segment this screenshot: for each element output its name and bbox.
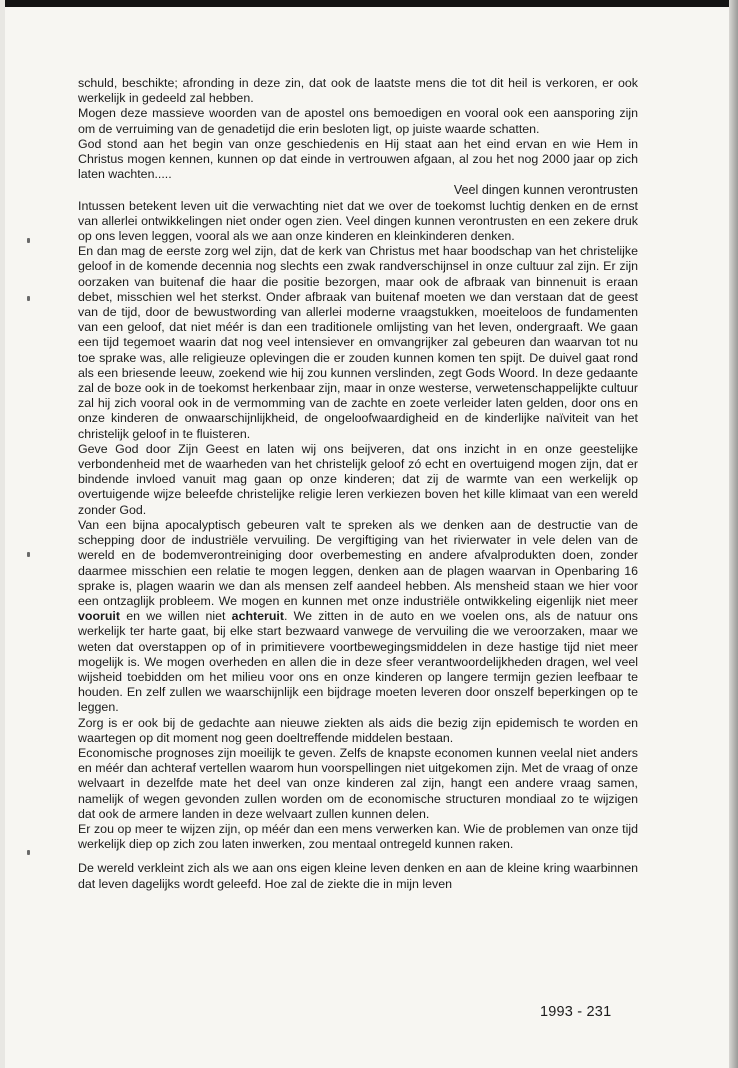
binding-mark bbox=[27, 296, 30, 301]
paragraph: En dan mag de eerste zorg wel zijn, dat de kerk van Christus met haar boodschap van het christelijke geloof in de komende decennia nog slechts een zwak randverschijnsel in onze cultuur zal zijn. Er zijn oorzaken van buitenaf die haar die positie bezorgen, maar ook de afbraak van binnenuit is eraan debet, misschien wel het sterkst. Onder afbraak van buitenaf moeten we dan verstaan dat de geest van de tijd, door de bewustwording van allerlei moderne vraagstukken, moeiteloos de fundamenten van een geloof, dat niet méér is dan een traditionele omlijsting van het leven, ondergraaft. We gaan een tijd tegemoet waarin dat nog veel intensiever en omvangrijker zal gebeuren dan waarvan tot nu toe sprake was, alle religieuze oplevingen die er zouden kunnen komen ten spijt. De duivel gaat rond als een briesende leeuw, zoekend wie hij zou kunnen verslinden, zegt Gods Woord. In deze gedaante zal de boze ook in de toekomst herkenbaar zijn, maar in onze westerse, verwetenschappelijkte cultuur zal hij zich vooral ook in de vermomming van de zachte en zoete verleider laten gelden, door ons en onze kinderen de onwaarschijnlijkheid, de ongeloofwaardigheid en de kinderlijke naïviteit van het christelijk geloof in te fluisteren. bbox=[78, 244, 638, 441]
paragraph: schuld, beschikte; afronding in deze zin, dat ook de laatste mens die tot dit heil is verkoren, er ook werkelijk in gedeeld zal hebben. bbox=[78, 76, 638, 106]
scan-edge-top bbox=[0, 0, 738, 7]
section-heading: Veel dingen kunnen verontrusten bbox=[453, 183, 638, 198]
paragraph-text: Van een bijna apocalyptisch gebeuren valt te spreken als we denken aan de destructie van de schepping door de industriële vervuiling. De vergiftiging van het rivierwater in vele delen van de wereld en de bodemverontreiniging door overbemesting en andere afvalprodukten doen, zonder daarmee misschien een relatie te mogen leggen, denken aan de plagen waarvan in Openbaring 16 sprake is, plagen waarin we dan als mensen zelf aandeel hebben. Als mensheid staan we hier voor een ontzaglijk probleem. We mogen en kunnen met onze industriële ontwikkeling eigenlijk niet meer bbox=[78, 517, 638, 608]
paragraph: Er zou op meer te wijzen zijn, op méér dan een mens verwerken kan. Wie de problemen van onze tijd werkelijk diep op zich zou laten inwerken, zou mentaal ontregeld kunnen raken. bbox=[78, 821, 638, 852]
paragraph: Intussen betekent leven uit die verwachting niet dat we over de toekomst luchtig denken en de ernst van allerlei ontwikkelingen niet onder ogen zien. Veel dingen kunnen verontrusten en een zekere druk op ons leven leggen, vooral als we aan onze kinderen en kleinkinderen denken. bbox=[78, 198, 638, 244]
page-body bbox=[78, 76, 638, 892]
paragraph: Mogen deze massieve woorden van de apostel ons bemoedigen en vooral ook een aansporing zijn om de verruiming van de genadetijd die erin besloten ligt, op juiste waarde schatten. bbox=[78, 106, 638, 136]
binding-mark bbox=[27, 238, 30, 243]
paragraph: Zorg is er ook bij de gedachte aan nieuwe ziekten als aids die bezig zijn epidemisch te worden en waartegen op dit moment nog geen doeltreffende middelen bestaan. bbox=[78, 715, 638, 745]
bold-term-forward: vooruit bbox=[78, 609, 120, 624]
scan-edge-left bbox=[0, 0, 5, 1068]
paragraph-text: en we willen niet bbox=[126, 609, 226, 624]
paragraph-text: . We zitten in de auto en we voelen ons, als de natuur ons werkelijk ter harte gaat, bij elke start bezwaard vanwege de vervuiling die we veroorzaken, maar we weten dat overstappen op of in primitievere voortbewegingsmiddelen in deze hastige tijd niet meer mogelijk is. We mogen overheden en allen die in deze sfeer verantwoordelijkheden dragen, wel veel wijsheid toebidden om het milieu voor ons en onze kinderen op langere termijn gezien leefbaar te houden. En zelf zullen we waarschijnlijk een bijdrage moeten leveren door onszelf beperkingen op te leggen. bbox=[78, 609, 638, 715]
binding-mark bbox=[27, 552, 30, 557]
paragraph: God stond aan het begin van onze geschiedenis en Hij staat aan het eind ervan en wie Hem in Christus mogen kennen, kunnen op dat einde in vertrouwen afgaan, al zou het nog 2000 jaar op zich laten wachten..... bbox=[78, 136, 638, 182]
paragraph bbox=[78, 518, 638, 716]
binding-mark bbox=[27, 850, 30, 855]
paragraph: De wereld verkleint zich als we aan ons eigen kleine leven denken en aan de kleine kring waarbinnen dat leven dagelijks wordt geleefd. Hoe zal de ziekte die in mijn leven bbox=[78, 861, 638, 891]
page-number: 1993 - 231 bbox=[540, 1004, 612, 1020]
paragraph: Economische prognoses zijn moeilijk te geven. Zelfs de knapste economen kunnen veelal niet anders en méér dan achteraf vertellen waarom hun voorspellingen niet uitgekomen zijn. Met de vraag of onze welvaart in dezelfde mate het deel van onze kinderen zal zijn, hangt een andere vraag samen, namelijk of wegen gevonden zullen worden om de economische structuren mondiaal zo te wijzigen dat ook de armere landen in deze welvaart zullen kunnen delen. bbox=[78, 745, 638, 821]
scan-edge-right bbox=[729, 0, 738, 1068]
bold-term-backward: achteruit bbox=[231, 609, 284, 624]
paragraph: Geve God door Zijn Geest en laten wij ons beijveren, dat ons inzicht in en onze geestelijke verbondenheid met de waarheden van het christelijk geloof zó echt en overtuigend mogen zijn, dat er bindende invloed vanuit mag gaan op onze kinderen; dat zij de warmte van een werkelijk op overtuigende wijze beleefde christelijke religie leren verkiezen boven het kille klimaat van een wereld zonder God. bbox=[78, 441, 638, 517]
